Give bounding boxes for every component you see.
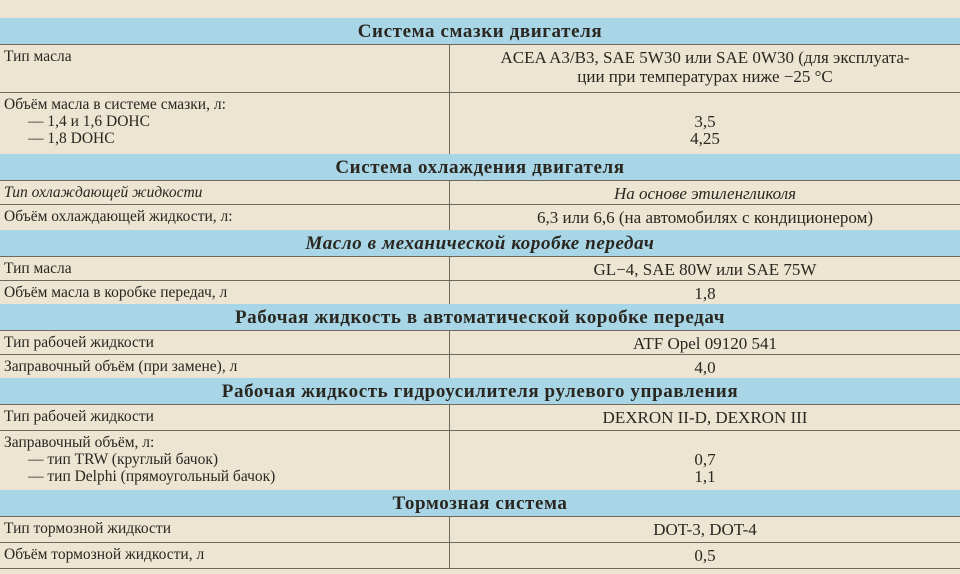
value-line xyxy=(450,434,960,451)
row-value xyxy=(450,281,960,304)
value-line: 4,0 xyxy=(694,358,716,377)
label-line: Объём тормозной жидкости, л xyxy=(4,546,205,563)
table-row xyxy=(0,542,960,568)
row-value xyxy=(450,93,960,154)
row-value xyxy=(450,257,960,280)
table-row xyxy=(0,280,960,304)
row-value xyxy=(450,45,960,92)
table-row xyxy=(0,256,960,280)
label-line: — 1,8 DOHC xyxy=(28,130,115,147)
section-title: Тормозная система xyxy=(392,492,568,514)
row-label xyxy=(0,93,450,154)
section-header-automatic-gearbox xyxy=(0,304,960,330)
section-title: Рабочая жидкость гидроусилителя рулевого управления xyxy=(221,380,739,402)
label-line: — тип TRW (круглый бачок) xyxy=(28,451,219,468)
table-row xyxy=(0,180,960,204)
row-label xyxy=(0,405,450,430)
table-row xyxy=(0,92,960,154)
value-line: DEXRON II-D, DEXRON III xyxy=(602,408,808,427)
row-label xyxy=(0,431,450,490)
value-line: GL−4, SAE 80W или SAE 75W xyxy=(593,260,817,279)
value-line: ции при температурах ниже −25 °C xyxy=(577,67,833,86)
value-line: На основе этиленгликоля xyxy=(613,184,797,203)
label-line: Объём охлаждающей жидкости, л: xyxy=(4,208,233,225)
label-line: Тип масла xyxy=(4,260,72,277)
row-label xyxy=(0,543,450,568)
section-title: Рабочая жидкость в автоматической коробке передач xyxy=(234,306,726,328)
label-line: Тип рабочей жидкости xyxy=(4,334,154,351)
label-line: Заправочный объём, л: xyxy=(4,434,155,451)
value-line: 1,1 xyxy=(694,467,716,486)
label-line: Объём масла в системе смазки, л: xyxy=(4,96,226,113)
row-value xyxy=(450,181,960,204)
row-value xyxy=(450,431,960,490)
row-value xyxy=(450,405,960,430)
table-row xyxy=(0,354,960,378)
row-label xyxy=(0,45,450,92)
label-line: Тип тормозной жидкости xyxy=(4,520,171,537)
value-line: 0,7 xyxy=(694,450,716,469)
section-header-brakes xyxy=(0,490,960,516)
label-line: Тип масла xyxy=(4,48,72,65)
value-line: 4,25 xyxy=(690,129,720,148)
table-row xyxy=(0,330,960,354)
label-line: Тип охлаждающей жидкости xyxy=(4,184,203,201)
section-title: Масло в механической коробке передач xyxy=(305,232,655,254)
label-line: — 1,4 и 1,6 DOHC xyxy=(28,113,150,130)
value-line: 0,5 xyxy=(694,546,716,565)
section-header-power-steering xyxy=(0,378,960,404)
row-value xyxy=(450,355,960,378)
table-row xyxy=(0,430,960,490)
row-value xyxy=(450,331,960,354)
row-label xyxy=(0,205,450,230)
section-title: Система охлаждения двигателя xyxy=(335,156,625,178)
value-line: 3,5 xyxy=(694,112,716,131)
section-title: Система смазки двигателя xyxy=(357,20,603,42)
value-line xyxy=(450,96,960,113)
value-line: DOT-3, DOT-4 xyxy=(653,520,757,539)
label-line: Заправочный объём (при замене), л xyxy=(4,358,238,375)
row-label xyxy=(0,517,450,542)
label-line: Объём масла в коробке передач, л xyxy=(4,284,228,301)
label-line: Тип рабочей жидкости xyxy=(4,408,154,425)
row-label xyxy=(0,281,450,304)
table-row xyxy=(0,404,960,430)
table-row xyxy=(0,44,960,92)
row-value xyxy=(450,205,960,230)
row-label xyxy=(0,181,450,204)
table-bottom-border xyxy=(0,568,960,569)
row-label xyxy=(0,355,450,378)
row-value xyxy=(450,543,960,568)
label-line: — тип Delphi (прямоугольный бачок) xyxy=(28,468,276,485)
value-line: ATF Opel 09120 541 xyxy=(632,334,778,353)
section-header-cooling xyxy=(0,154,960,180)
value-line: ACEA A3/B3, SAE 5W30 или SAE 0W30 (для эксплуата- xyxy=(500,48,910,67)
value-line: 1,8 xyxy=(694,284,716,303)
row-label xyxy=(0,331,450,354)
table-row xyxy=(0,204,960,230)
table-row xyxy=(0,516,960,542)
section-header-manual-gearbox xyxy=(0,230,960,256)
row-label xyxy=(0,257,450,280)
section-header-lubrication xyxy=(0,18,960,44)
row-value xyxy=(450,517,960,542)
value-line: 6,3 или 6,6 (на автомобилях с кондиционером) xyxy=(536,208,874,227)
